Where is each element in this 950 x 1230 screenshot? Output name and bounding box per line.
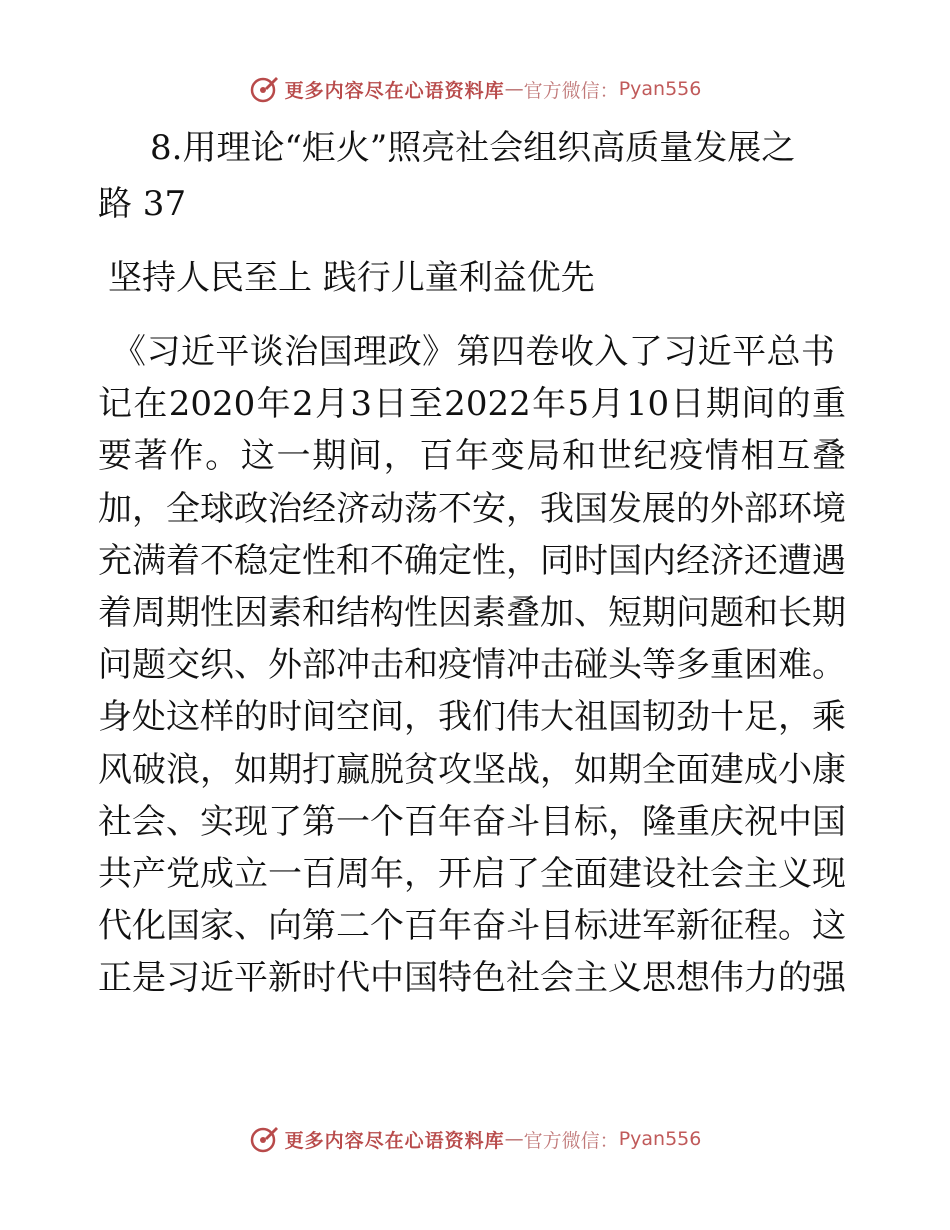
watermark-wechat-id: Pyan556 [618,1128,702,1150]
body-line: 正是习近平新时代中国特色社会主义思想伟力的强 [98,958,846,999]
watermark-label: 官方微信： [523,79,619,102]
header-watermark [0,74,950,104]
cd-pen-icon [249,74,279,104]
toc-entry-line-1: 8.用理论“炬火”照亮社会组织高质量发展之 [150,128,796,168]
body-line: 《习近平谈治国理政》第四卷收入了习近平总书 [112,332,835,372]
body-line: 加，全球政治经济动荡不安，我国发展的外部环境 [98,488,846,529]
body-line: 问题交织、外部冲击和疫情冲击碰头等多重困难。 [98,645,846,686]
body-line: 着周期性因素和结构性因素叠加、短期问题和长期 [98,593,846,633]
watermark-wechat-id: Pyan556 [618,78,702,100]
body-line: 风破浪，如期打赢脱贫攻坚战，如期全面建成小康 [98,749,846,790]
watermark-brand: 更多内容尽在心语资料库 [284,1129,505,1152]
body-line: 记在2020年2月3日至2022年5月10日期间的重 [98,384,846,425]
cd-pen-icon [249,1124,279,1154]
watermark-label: 官方微信： [523,1129,619,1152]
footer-watermark [0,1124,950,1154]
section-heading: 坚持人民至上 践行儿童利益优先 [108,258,595,298]
body-line: 充满着不稳定性和不确定性，同时国内经济还遭遇 [98,540,846,581]
body-line: 身处这样的时间空间，我们伟大祖国韧劲十足，乘 [98,697,846,738]
body-line: 代化国家、向第二个百年奋斗目标进军新征程。这 [98,906,846,947]
body-line: 共产党成立一百周年，开启了全面建设社会主义现 [98,854,846,894]
watermark-separator: — [504,78,524,100]
watermark-brand: 更多内容尽在心语资料库 [284,79,505,102]
toc-entry-line-2: 路 37 [98,184,187,224]
body-line: 社会、实现了第一个百年奋斗目标，隆重庆祝中国 [98,801,846,842]
body-line: 要著作。这一期间，百年变局和世纪疫情相互叠 [98,436,846,477]
watermark-separator: — [504,1128,524,1150]
